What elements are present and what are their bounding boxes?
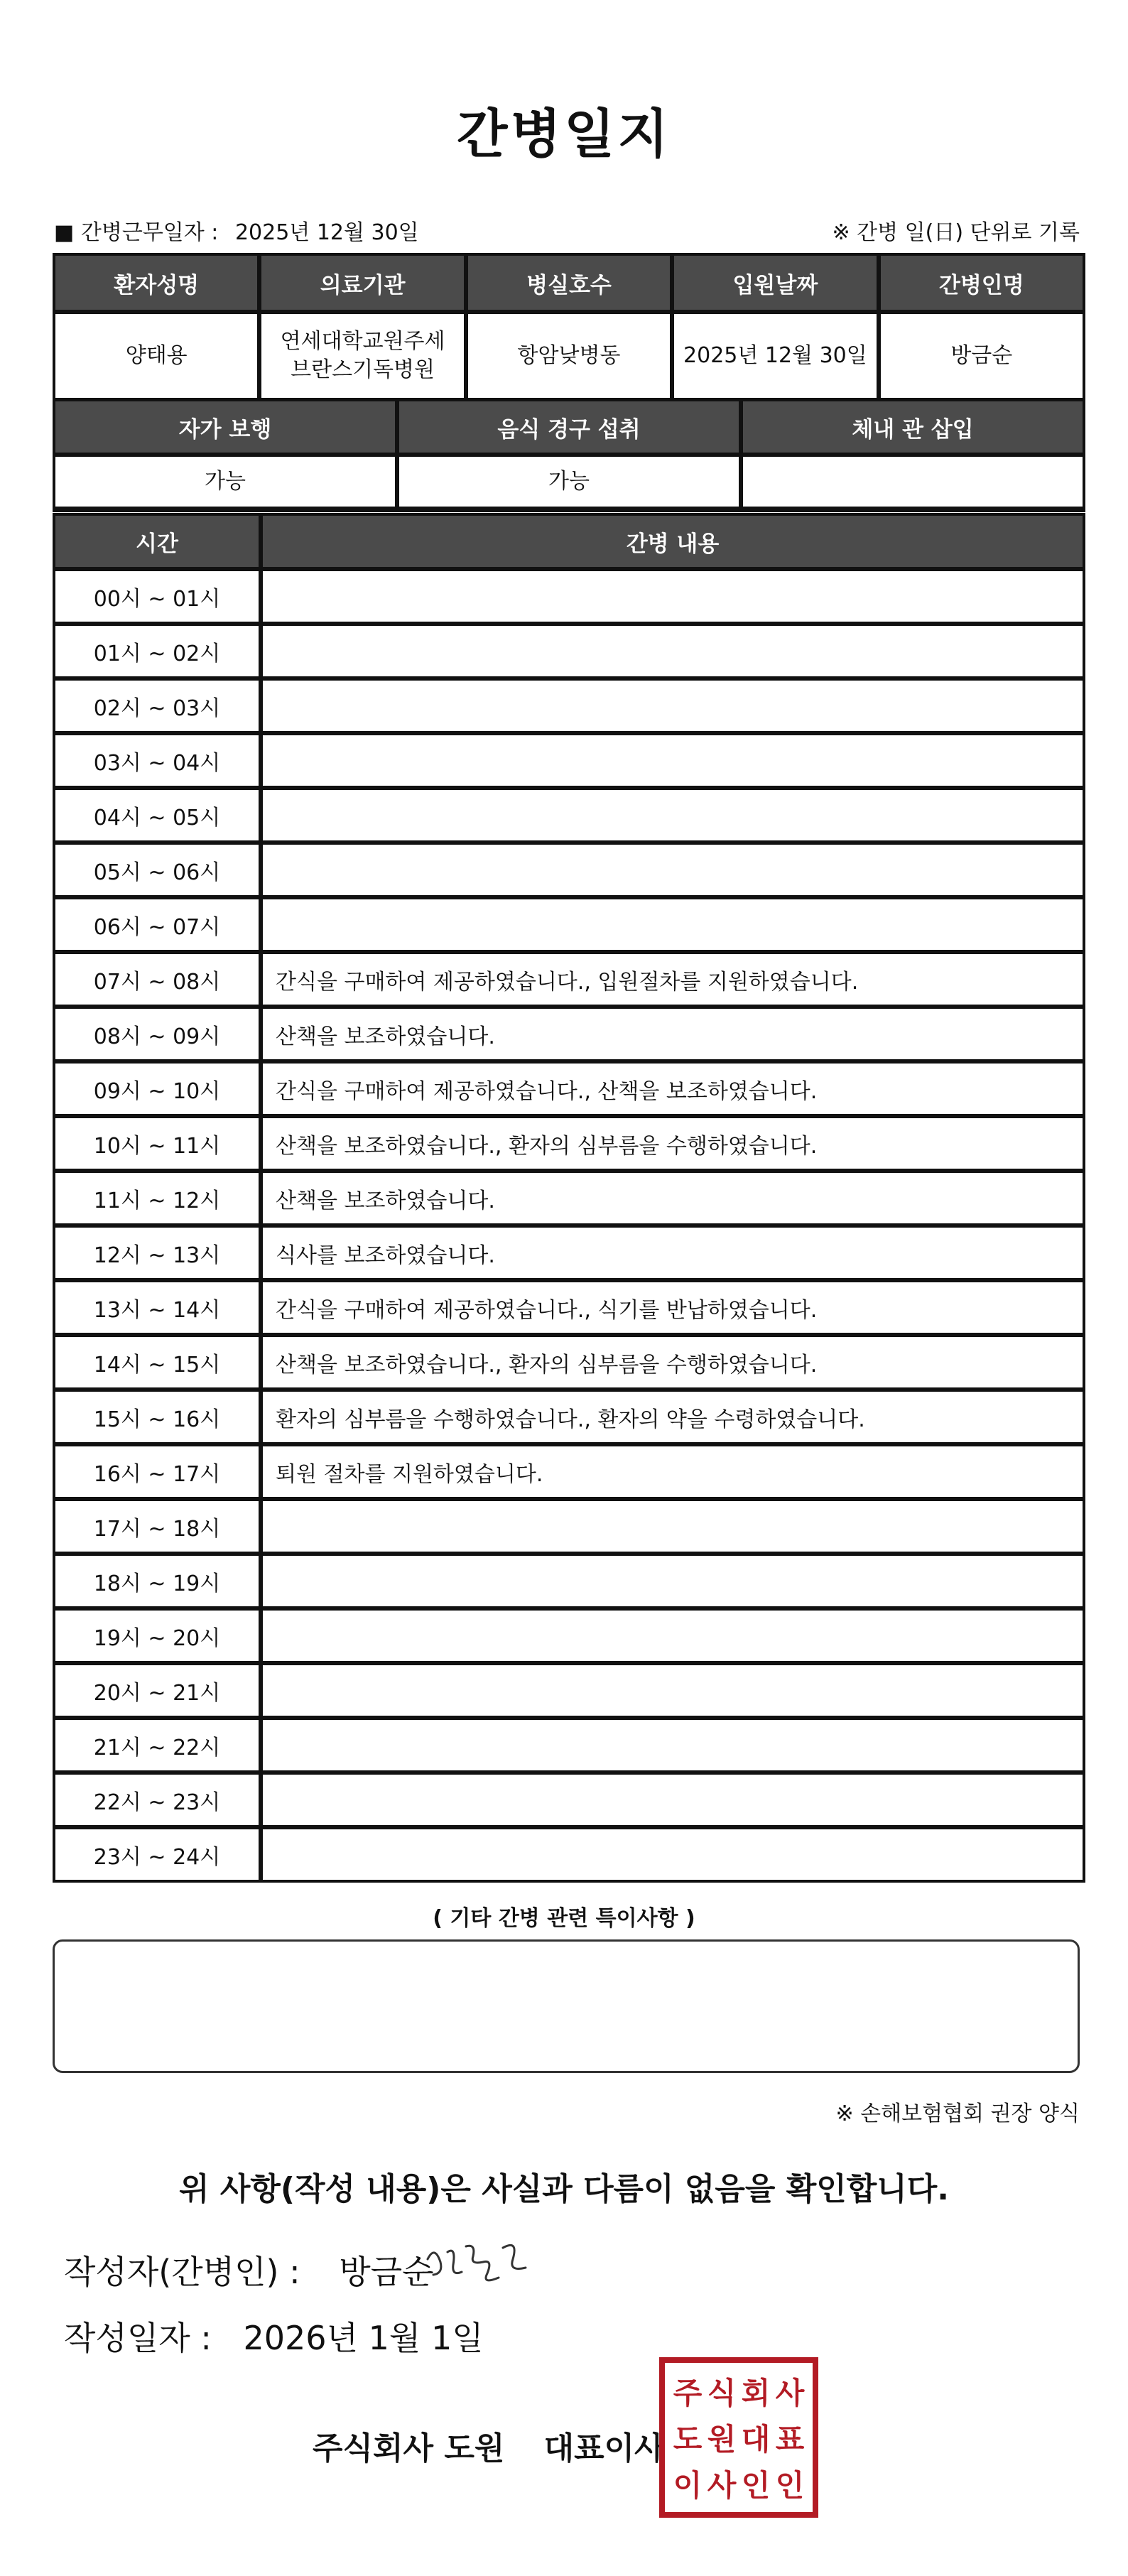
schedule-row <box>55 1223 1083 1278</box>
schedule-row <box>55 895 1083 950</box>
header-self-walking: 자가 보행 <box>55 401 395 453</box>
schedule-time: 11시 ~ 12시 <box>55 1173 259 1223</box>
schedule-row <box>55 731 1083 786</box>
schedule-content <box>263 1829 1083 1880</box>
confirmation-statement: 위 사항(작성 내용)은 사실과 다름이 없음을 확인합니다. <box>179 2171 949 2207</box>
schedule-time: 09시 ~ 10시 <box>55 1064 259 1114</box>
writer-line <box>64 2246 434 2293</box>
schedule-content <box>263 681 1083 731</box>
schedule-content <box>263 735 1083 786</box>
header-time: 시간 <box>55 516 259 567</box>
unit-note: ※ 간병 일(日) 단위로 기록 <box>832 220 1080 245</box>
schedule-row <box>55 1770 1083 1825</box>
schedule-time: 16시 ~ 17시 <box>55 1446 259 1497</box>
schedule-content: 간식을 구매하여 제공하였습니다., 산책을 보조하였습니다. <box>263 1064 1083 1114</box>
seal-char: 사 <box>775 2376 805 2411</box>
schedule-row <box>55 1825 1083 1880</box>
document-title: 간병일지 <box>457 104 671 165</box>
schedule-row <box>55 1497 1083 1552</box>
care-schedule-table <box>53 513 1085 1883</box>
company-seal-stamp <box>659 2357 818 2518</box>
schedule-content: 환자의 심부름을 수행하였습니다., 환자의 약을 수령하였습니다. <box>263 1392 1083 1442</box>
seal-char: 대 <box>741 2421 771 2457</box>
schedule-row <box>55 676 1083 731</box>
schedule-time: 10시 ~ 11시 <box>55 1118 259 1169</box>
header-caregiver-name: 간병인명 <box>881 256 1083 310</box>
schedule-time: 00시 ~ 01시 <box>55 571 259 622</box>
company-representative: 대표이사 <box>543 2430 665 2467</box>
written-date-label: 작성일자 : <box>64 2319 212 2357</box>
patient-name-value: 양태용 <box>55 314 257 398</box>
schedule-content <box>263 1775 1083 1825</box>
schedule-row <box>55 1661 1083 1716</box>
oral-intake-value: 가능 <box>399 457 739 507</box>
schedule-content <box>263 1665 1083 1716</box>
schedule-row <box>55 1387 1083 1442</box>
hospital-value: 연세대학교원주세브란스기독병원 <box>261 314 463 398</box>
work-date-value: 2025년 12월 30일 <box>234 220 419 245</box>
schedule-row <box>55 1442 1083 1497</box>
header-care-content: 간병 내용 <box>263 516 1083 567</box>
schedule-time: 18시 ~ 19시 <box>55 1556 259 1606</box>
seal-char: 이 <box>673 2467 703 2503</box>
schedule-row <box>55 1606 1083 1661</box>
schedule-content: 식사를 보조하였습니다. <box>263 1228 1083 1278</box>
seal-char: 표 <box>775 2421 805 2457</box>
schedule-time: 22시 ~ 23시 <box>55 1775 259 1825</box>
seal-char: 회 <box>741 2376 771 2411</box>
schedule-row <box>55 950 1083 1005</box>
company-line <box>313 2423 665 2468</box>
writer-name: 방금순 <box>339 2253 434 2291</box>
seal-char: 인 <box>775 2467 805 2503</box>
schedule-content: 산책을 보조하였습니다., 환자의 심부름을 수행하였습니다. <box>263 1337 1083 1387</box>
work-date-label: ■ 간병근무일자 : <box>54 220 219 245</box>
form-source-note: ※ 손해보험협회 권장 양식 <box>835 2101 1080 2126</box>
header-oral-intake: 음식 경구 섭취 <box>399 401 739 453</box>
self-walking-value: 가능 <box>55 457 395 507</box>
schedule-content: 산책을 보조하였습니다. <box>263 1173 1083 1223</box>
schedule-time: 12시 ~ 13시 <box>55 1228 259 1278</box>
schedule-row <box>55 622 1083 676</box>
header-tube-insertion: 체내 관 삽입 <box>743 401 1083 453</box>
schedule-content <box>263 1556 1083 1606</box>
schedule-time: 21시 ~ 22시 <box>55 1720 259 1770</box>
schedule-time: 15시 ~ 16시 <box>55 1392 259 1442</box>
header-patient-name: 환자성명 <box>55 256 257 310</box>
schedule-row <box>55 1005 1083 1059</box>
schedule-time: 04시 ~ 05시 <box>55 790 259 840</box>
schedule-row <box>55 1333 1083 1387</box>
schedule-row <box>55 1169 1083 1223</box>
header-room: 병실호수 <box>468 256 670 310</box>
schedule-content: 간식을 구매하여 제공하였습니다., 입원절차를 지원하였습니다. <box>263 954 1083 1005</box>
handwritten-signature <box>419 2231 540 2295</box>
notes-label: ( 기타 간병 관련 특이사항 ) <box>433 1906 695 1931</box>
schedule-time: 06시 ~ 07시 <box>55 899 259 950</box>
schedule-row <box>55 1278 1083 1333</box>
schedule-time: 23시 ~ 24시 <box>55 1829 259 1880</box>
schedule-row <box>55 1114 1083 1169</box>
tube-insertion-value <box>743 457 1083 507</box>
patient-info-table <box>53 253 1085 401</box>
schedule-content <box>263 1611 1083 1661</box>
schedule-row <box>55 567 1083 622</box>
schedule-row <box>55 786 1083 840</box>
schedule-content <box>263 626 1083 676</box>
schedule-time: 19시 ~ 20시 <box>55 1611 259 1661</box>
seal-char: 인 <box>741 2467 771 2503</box>
schedule-row <box>55 1716 1083 1770</box>
schedule-time: 14시 ~ 15시 <box>55 1337 259 1387</box>
schedule-content <box>263 899 1083 950</box>
schedule-row <box>55 1552 1083 1606</box>
schedule-content: 산책을 보조하였습니다. <box>263 1009 1083 1059</box>
schedule-time: 13시 ~ 14시 <box>55 1282 259 1333</box>
written-date-value: 2026년 1월 1일 <box>243 2319 484 2357</box>
schedule-content <box>263 1720 1083 1770</box>
schedule-time: 17시 ~ 18시 <box>55 1501 259 1552</box>
notes-box <box>53 1939 1080 2073</box>
schedule-rows <box>55 567 1083 1880</box>
schedule-time: 08시 ~ 09시 <box>55 1009 259 1059</box>
header-admission-date: 입원날짜 <box>674 256 876 310</box>
schedule-time: 07시 ~ 08시 <box>55 954 259 1005</box>
schedule-content: 퇴원 절차를 지원하였습니다. <box>263 1446 1083 1497</box>
schedule-time: 02시 ~ 03시 <box>55 681 259 731</box>
company-name: 주식회사 도원 <box>313 2430 505 2467</box>
schedule-time: 03시 ~ 04시 <box>55 735 259 786</box>
schedule-content: 간식을 구매하여 제공하였습니다., 식기를 반납하였습니다. <box>263 1282 1083 1333</box>
header-hospital: 의료기관 <box>261 256 463 310</box>
seal-char: 사 <box>707 2467 737 2503</box>
schedule-content <box>263 845 1083 895</box>
schedule-row <box>55 1059 1083 1114</box>
caregiver-name-value: 방금순 <box>881 314 1083 398</box>
schedule-row <box>55 840 1083 895</box>
patient-status-table <box>53 399 1085 512</box>
schedule-header <box>55 516 1083 567</box>
seal-char: 식 <box>707 2376 737 2411</box>
schedule-content <box>263 790 1083 840</box>
schedule-time: 01시 ~ 02시 <box>55 626 259 676</box>
seal-char: 원 <box>707 2421 737 2457</box>
schedule-content: 산책을 보조하였습니다., 환자의 심부름을 수행하였습니다. <box>263 1118 1083 1169</box>
schedule-content <box>263 1501 1083 1552</box>
seal-char: 도 <box>673 2421 703 2457</box>
work-date <box>54 215 419 246</box>
schedule-time: 05시 ~ 06시 <box>55 845 259 895</box>
room-value: 항암낮병동 <box>468 314 670 398</box>
writer-label: 작성자(간병인) : <box>64 2253 300 2291</box>
admission-date-value: 2025년 12월 30일 <box>674 314 876 398</box>
seal-char: 주 <box>673 2376 703 2411</box>
written-date-line <box>64 2312 484 2359</box>
schedule-time: 20시 ~ 21시 <box>55 1665 259 1716</box>
schedule-content <box>263 571 1083 622</box>
